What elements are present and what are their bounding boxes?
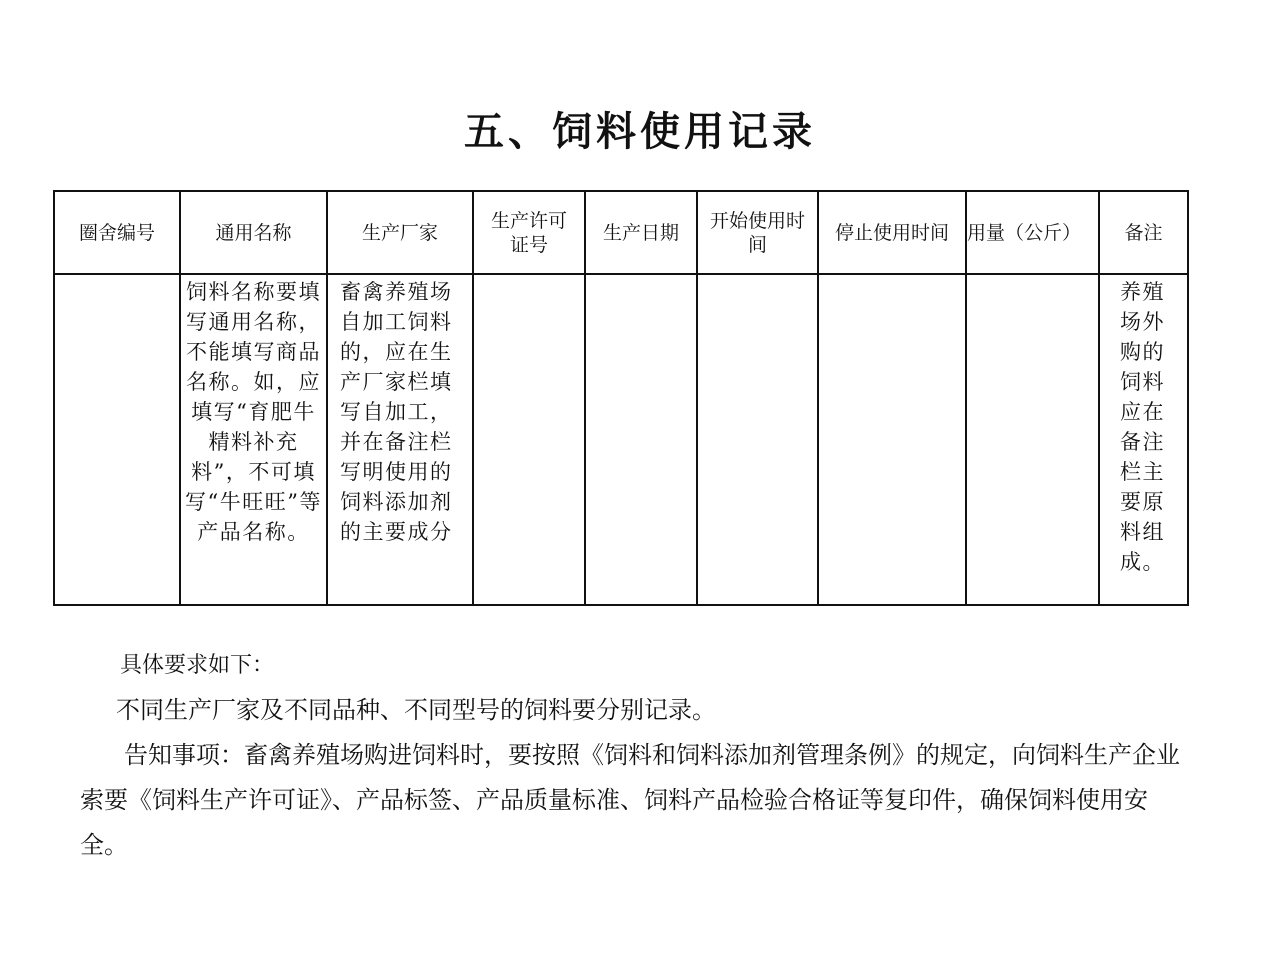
requirements-heading: 具体要求如下：: [120, 653, 275, 678]
cell-amount: [966, 274, 1099, 605]
header-generic-name: 通用名称: [180, 191, 327, 274]
cell-manufacturer: 畜禽养殖场自加工饲料的，应在生产厂家栏填写自加工，并在备注栏写明使用的饲料添加剂的主要成分: [327, 274, 473, 605]
notice-paragraph: 告知事项：畜禽养殖场购进饲料时，要按照《饲料和饲料添加剂管理条例》的规定，向饲料生产企业索要《饲料生产许可证》、产品标签、产品质量标准、饲料产品检验合格证等复印件，确保饲料使用安全。: [80, 741, 1180, 859]
page-title: 五、饲料使用记录: [464, 108, 816, 155]
header-amount: 用量（公斤）: [966, 191, 1099, 274]
header-start-time: 开始使用时间: [697, 191, 818, 274]
cell-remarks: 养殖场外购的饲料应在备注栏主要原料组成。: [1099, 274, 1188, 605]
table-header-row: [54, 191, 1188, 274]
header-production-date: 生产日期: [585, 191, 697, 274]
header-remarks: 备注: [1099, 191, 1188, 274]
table-row: [54, 274, 1188, 605]
header-license-number: 生产许可证号: [473, 191, 585, 274]
header-pen-number: 圈舍编号: [54, 191, 180, 274]
header-stop-time: 停止使用时间: [818, 191, 966, 274]
cell-pen-number: [54, 274, 180, 605]
cell-stop-time: [818, 274, 966, 605]
cell-generic-name: 饲料名称要填写通用名称，不能填写商品名称。如，应填写“育肥牛精料补充料”，不可填写“牛旺旺”等产品名称。: [180, 274, 327, 605]
cell-license-number: [473, 274, 585, 605]
feed-usage-table: [53, 190, 1189, 606]
requirements-paragraph-1: 不同生产厂家及不同品种、不同型号的饲料要分别记录。: [116, 696, 716, 724]
cell-start-time: [697, 274, 818, 605]
header-manufacturer: 生产厂家: [327, 191, 473, 274]
cell-production-date: [585, 274, 697, 605]
